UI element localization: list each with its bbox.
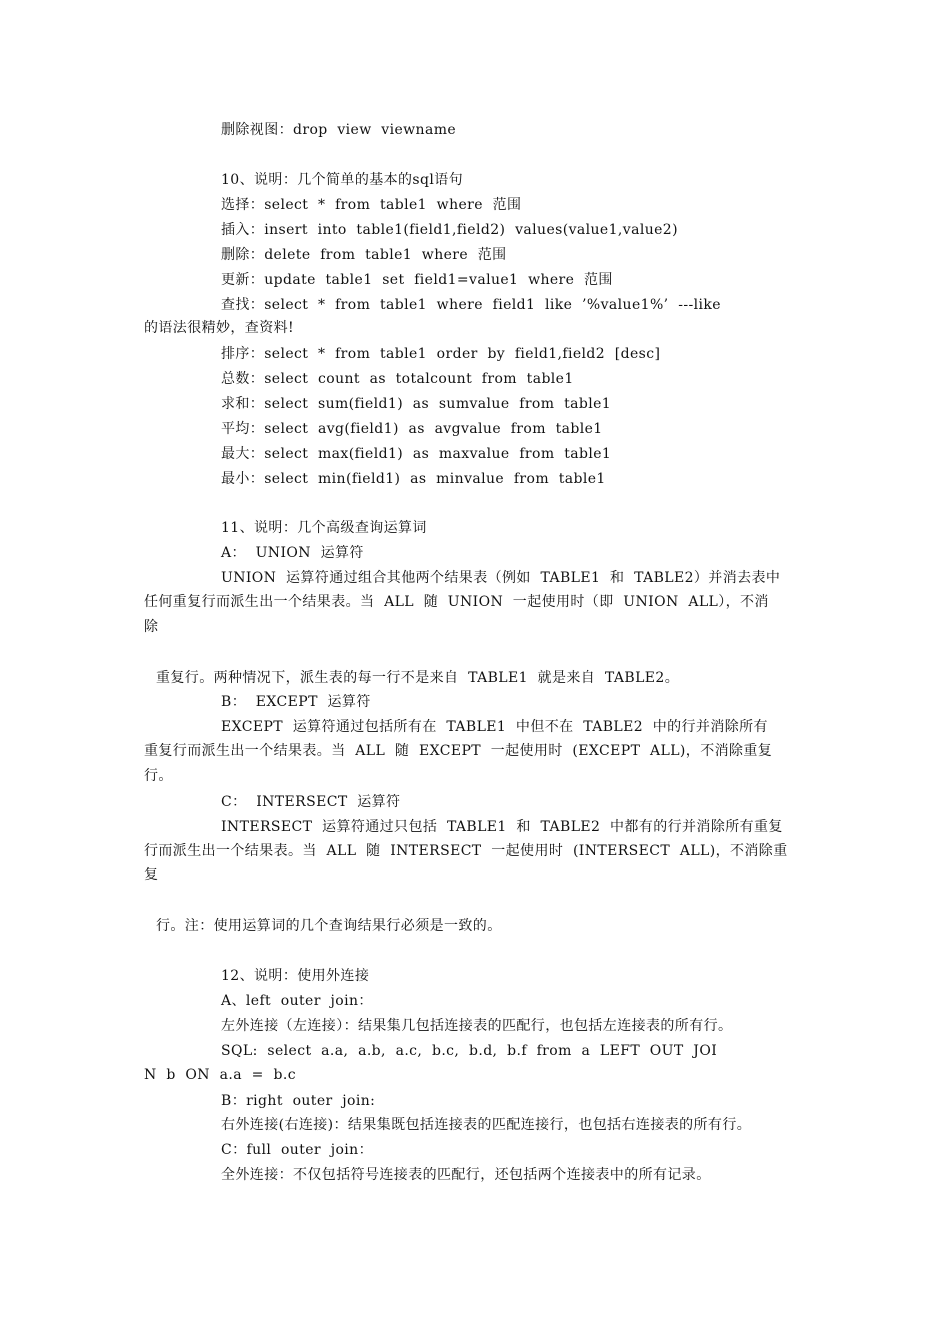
text-line: 求和：select sum(field1) as sumvalue from table1 — [221, 396, 612, 412]
text-line: 重复行。两种情况下，派生表的每一行不是来自 TABLE1 就是来自 TABLE2。 — [156, 670, 680, 686]
text-line: B：right outer join: — [221, 1093, 376, 1109]
text-line: 查找：select * from table1 where field1 like ’%value1%’ ---like — [221, 297, 721, 313]
text-line: 行。 — [144, 768, 173, 784]
text-line: 删除：delete from table1 where 范围 — [221, 247, 507, 263]
text-line: INTERSECT 运算符通过只包括 TABLE1 和 TABLE2 中都有的行并消除所有重复 — [221, 819, 783, 835]
text-line: 重复行而派生出一个结果表。当 ALL 随 EXCEPT 一起使用时 (EXCEPT ALL)，不消除重复 — [144, 743, 773, 759]
text-line: C： INTERSECT 运算符 — [221, 794, 401, 810]
text-line: 左外连接（左连接）：结果集几包括连接表的匹配行，也包括左连接表的所有行。 — [221, 1018, 733, 1034]
text-line: 插入：insert into table1(field1,field2) values(value1,value2) — [221, 222, 678, 238]
text-line: B： EXCEPT 运算符 — [221, 694, 371, 710]
text-line: 复 — [144, 867, 159, 883]
section-heading: 10、说明：几个简单的基本的sql语句 — [221, 172, 464, 188]
text-line: 总数：select count as totalcount from table1 — [221, 371, 574, 387]
text-line: A、left outer join： — [221, 993, 373, 1009]
text-line: 删除视图：drop view viewname — [221, 122, 457, 138]
text-line: N b ON a.a = b.c — [144, 1067, 296, 1083]
text-line: 除 — [144, 619, 159, 635]
text-line: 排序：select * from table1 order by field1,field2 [desc] — [221, 346, 661, 362]
text-line: 选择：select * from table1 where 范围 — [221, 197, 522, 213]
text-line: SQL: select a.a, a.b, a.c, b.c, b.d, b.f from a LEFT OUT JOI — [221, 1043, 718, 1059]
text-line: 的语法很精妙，查资料! — [144, 320, 295, 336]
text-line: C：full outer join： — [221, 1142, 373, 1158]
section-heading: 11、说明：几个高级查询运算词 — [221, 520, 427, 536]
text-line: 右外连接(右连接)：结果集既包括连接表的匹配连接行，也包括右连接表的所有行。 — [221, 1117, 752, 1133]
text-line: 全外连接：不仅包括符号连接表的匹配行，还包括两个连接表中的所有记录。 — [221, 1167, 711, 1183]
text-line: 平均：select avg(field1) as avgvalue from table1 — [221, 421, 603, 437]
text-line: 最小：select min(field1) as minvalue from table1 — [221, 471, 606, 487]
text-line: UNION 运算符通过组合其他两个结果表（例如 TABLE1 和 TABLE2）并消去表中 — [221, 570, 781, 586]
section-heading: 12、说明：使用外连接 — [221, 968, 370, 984]
text-line: 行而派生出一个结果表。当 ALL 随 INTERSECT 一起使用时 (INTERSECT ALL)，不消除重 — [144, 843, 788, 859]
text-line: 最大：select max(field1) as maxvalue from table1 — [221, 446, 612, 462]
text-line: 更新：update table1 set field1=value1 where 范围 — [221, 272, 613, 288]
text-line: EXCEPT 运算符通过包括所有在 TABLE1 中但不在 TABLE2 中的行并消除所有 — [221, 719, 768, 735]
text-line: A： UNION 运算符 — [221, 545, 364, 561]
text-line: 任何重复行而派生出一个结果表。当 ALL 随 UNION 一起使用时（即 UNION ALL），不消 — [144, 594, 769, 610]
text-line: 行。注：使用运算词的几个查询结果行必须是一致的。 — [156, 918, 502, 934]
